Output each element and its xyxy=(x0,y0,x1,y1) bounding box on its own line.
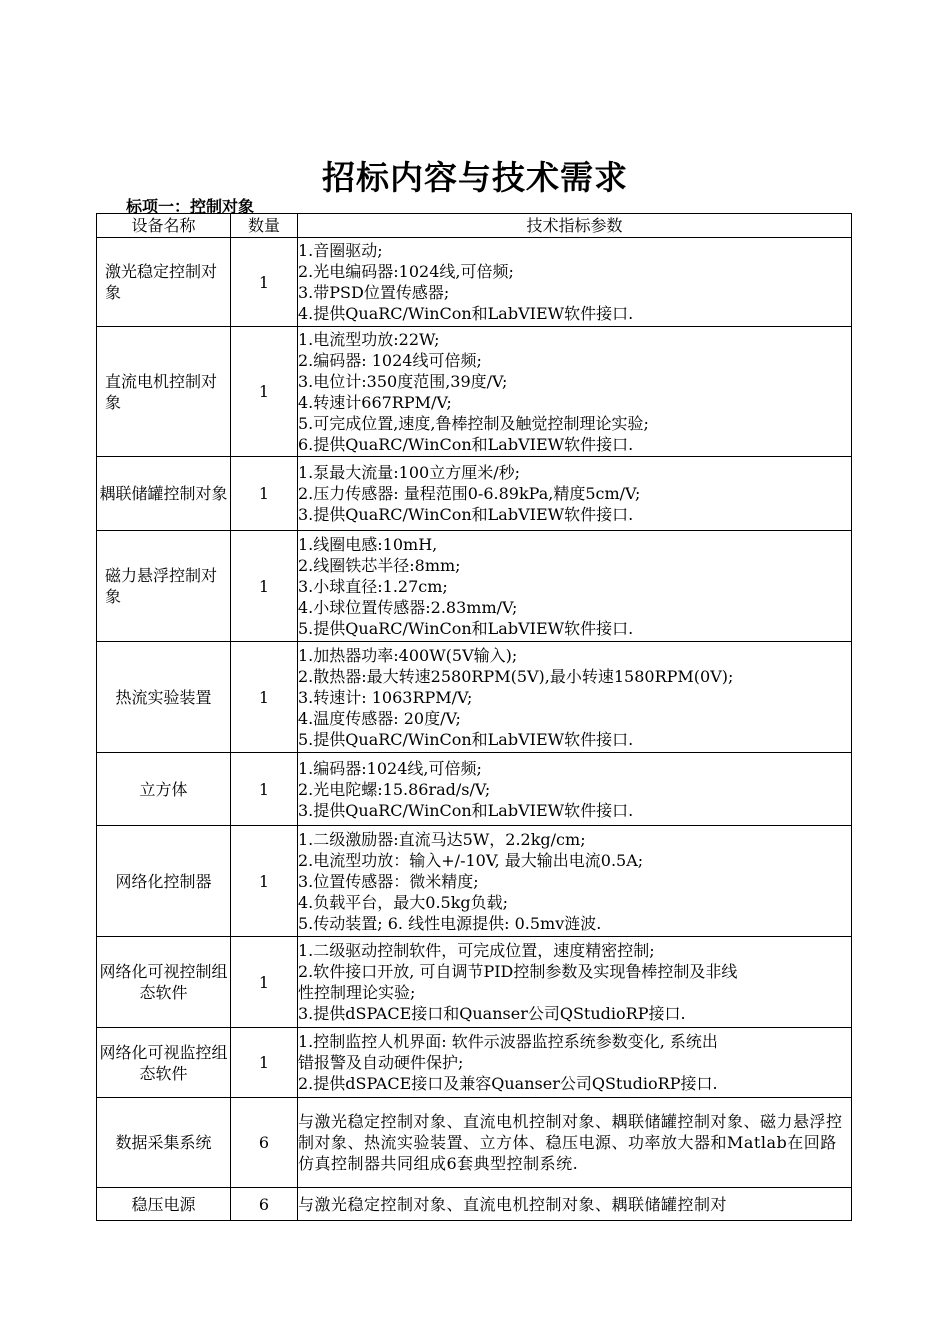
table-row xyxy=(97,531,852,642)
param-line: 3.提供QuaRC/WinCon和LabVIEW软件接口. xyxy=(298,800,634,820)
quantity: 6 xyxy=(231,1098,298,1188)
tech-params xyxy=(298,826,852,937)
table-row xyxy=(97,1028,852,1098)
device-name: 网络化可视监控组态软件 xyxy=(97,1028,231,1098)
tech-params xyxy=(298,238,852,327)
quantity: 1 xyxy=(231,753,298,826)
device-name: 热流实验装置 xyxy=(97,642,231,753)
table-row xyxy=(97,1098,852,1188)
quantity: 1 xyxy=(231,327,298,457)
param-line: 3.小球直径:1.27cm; xyxy=(298,576,448,596)
param-line: 1.编码器:1024线,可倍频; xyxy=(298,758,482,778)
device-name: 稳压电源 xyxy=(97,1188,231,1221)
param-line: 3.提供dSPACE接口和Quanser公司QStudioRP接口. xyxy=(298,1004,686,1023)
param-line: 1.控制监控人机界面: 软件示波器监控系统参数变化, 系统出 xyxy=(298,1032,718,1051)
table-row xyxy=(97,327,852,457)
device-name: 耦联储罐控制对象 xyxy=(97,457,231,531)
param-line: 2.线圈铁芯半径:8mm; xyxy=(298,555,461,575)
param-line: 5.提供QuaRC/WinCon和LabVIEW软件接口. xyxy=(298,618,634,638)
quantity: 1 xyxy=(231,642,298,753)
header-device-name: 设备名称 xyxy=(97,214,231,238)
table-row xyxy=(97,238,852,327)
quantity: 1 xyxy=(231,826,298,937)
table-row xyxy=(97,642,852,753)
param-line: 1.电流型功放:22W; xyxy=(298,329,440,349)
table-row xyxy=(97,1188,852,1221)
device-name: 磁力悬浮控制对象 xyxy=(97,531,231,642)
tech-params xyxy=(298,327,852,457)
param-line: 3.带PSD位置传感器; xyxy=(298,283,450,302)
param-line: 2.电流型功放：输入+/-10V, 最大输出电流0.5A; xyxy=(298,850,644,870)
param-line: 1.二级激励器:直流马达5W，2.2kg/cm; xyxy=(298,829,586,849)
param-line: 3.提供QuaRC/WinCon和LabVIEW软件接口. xyxy=(298,505,634,524)
header-quantity: 数量 xyxy=(231,214,298,238)
param-line: 2.提供dSPACE接口及兼容Quanser公司QStudioRP接口. xyxy=(298,1074,718,1093)
param-line: 5.传动装置; 6. 线性电源提供: 0.5mv涟波. xyxy=(298,913,602,933)
param-line: 2.散热器:最大转速2580RPM(5V),最小转速1580RPM(0V); xyxy=(298,666,734,686)
param-line: 3.位置传感器：微米精度; xyxy=(298,871,479,891)
tech-params: 与激光稳定控制对象、直流电机控制对象、耦联储罐控制对 xyxy=(298,1188,852,1221)
header-tech-params: 技术指标参数 xyxy=(298,214,852,238)
page-title: 招标内容与技术需求 xyxy=(322,158,628,197)
table-row xyxy=(97,826,852,937)
table-header-row xyxy=(97,214,852,238)
device-name: 激光稳定控制对象 xyxy=(97,238,231,327)
param-line: 1.加热器功率:400W(5V输入); xyxy=(298,645,518,665)
quantity: 6 xyxy=(231,1188,298,1221)
device-name: 网络化控制器 xyxy=(97,826,231,937)
param-line: 错报警及自动硬件保护; xyxy=(298,1053,464,1072)
param-line: 4.提供QuaRC/WinCon和LabVIEW软件接口. xyxy=(298,304,634,323)
param-line: 2.光电编码器:1024线,可倍频; xyxy=(298,262,514,281)
param-line: 4.转速计667RPM/V; xyxy=(298,392,452,412)
device-name: 立方体 xyxy=(97,753,231,826)
param-line: 2.软件接口开放, 可自调节PID控制参数及实现鲁棒控制及非线 xyxy=(298,962,738,981)
tech-params xyxy=(298,937,852,1028)
param-line: 1.二级驱动控制软件，可完成位置，速度精密控制; xyxy=(298,941,655,960)
tech-params: 与激光稳定控制对象、直流电机控制对象、耦联储罐控制对象、磁力悬浮控制对象、热流实验装置、立方体、稳压电源、功率放大器和Matlab在回路仿真控制器共同组成6套典型控制系统. xyxy=(298,1098,852,1188)
device-name: 网络化可视控制组态软件 xyxy=(97,937,231,1028)
device-name: 直流电机控制对象 xyxy=(97,327,231,457)
param-line: 5.提供QuaRC/WinCon和LabVIEW软件接口. xyxy=(298,729,634,749)
param-line: 3.电位计:350度范围,39度/V; xyxy=(298,371,508,391)
quantity: 1 xyxy=(231,238,298,327)
tech-params xyxy=(298,531,852,642)
table-row xyxy=(97,937,852,1028)
param-line: 1.泵最大流量:100立方厘米/秒; xyxy=(298,463,520,482)
param-line: 性控制理论实验; xyxy=(298,983,416,1002)
quantity: 1 xyxy=(231,1028,298,1098)
device-name: 数据采集系统 xyxy=(97,1098,231,1188)
param-line: 2.光电陀螺:15.86rad/s/V; xyxy=(298,779,491,799)
spec-table xyxy=(96,213,852,1221)
tech-params xyxy=(298,753,852,826)
quantity: 1 xyxy=(231,531,298,642)
quantity: 1 xyxy=(231,457,298,531)
param-line: 6.提供QuaRC/WinCon和LabVIEW软件接口. xyxy=(298,434,634,454)
param-line: 5.可完成位置,速度,鲁棒控制及触觉控制理论实验; xyxy=(298,413,649,433)
tech-params xyxy=(298,1028,852,1098)
param-line: 1.音圈驱动; xyxy=(298,241,383,260)
param-line: 3.转速计: 1063RPM/V; xyxy=(298,687,473,707)
param-line: 4.负载平台，最大0.5kg负载; xyxy=(298,892,509,912)
quantity: 1 xyxy=(231,937,298,1028)
param-line: 1.线圈电感:10mH, xyxy=(298,534,438,554)
table-row xyxy=(97,753,852,826)
tech-params xyxy=(298,642,852,753)
section-heading: 标项一：控制对象 xyxy=(126,197,255,216)
param-line: 4.小球位置传感器:2.83mm/V; xyxy=(298,597,518,617)
param-line: 4.温度传感器: 20度/V; xyxy=(298,708,461,728)
param-line: 2.编码器: 1024线可倍频; xyxy=(298,350,482,370)
table-row xyxy=(97,457,852,531)
tech-params xyxy=(298,457,852,531)
param-line: 2.压力传感器: 量程范围0-6.89kPa,精度5cm/V; xyxy=(298,484,641,503)
